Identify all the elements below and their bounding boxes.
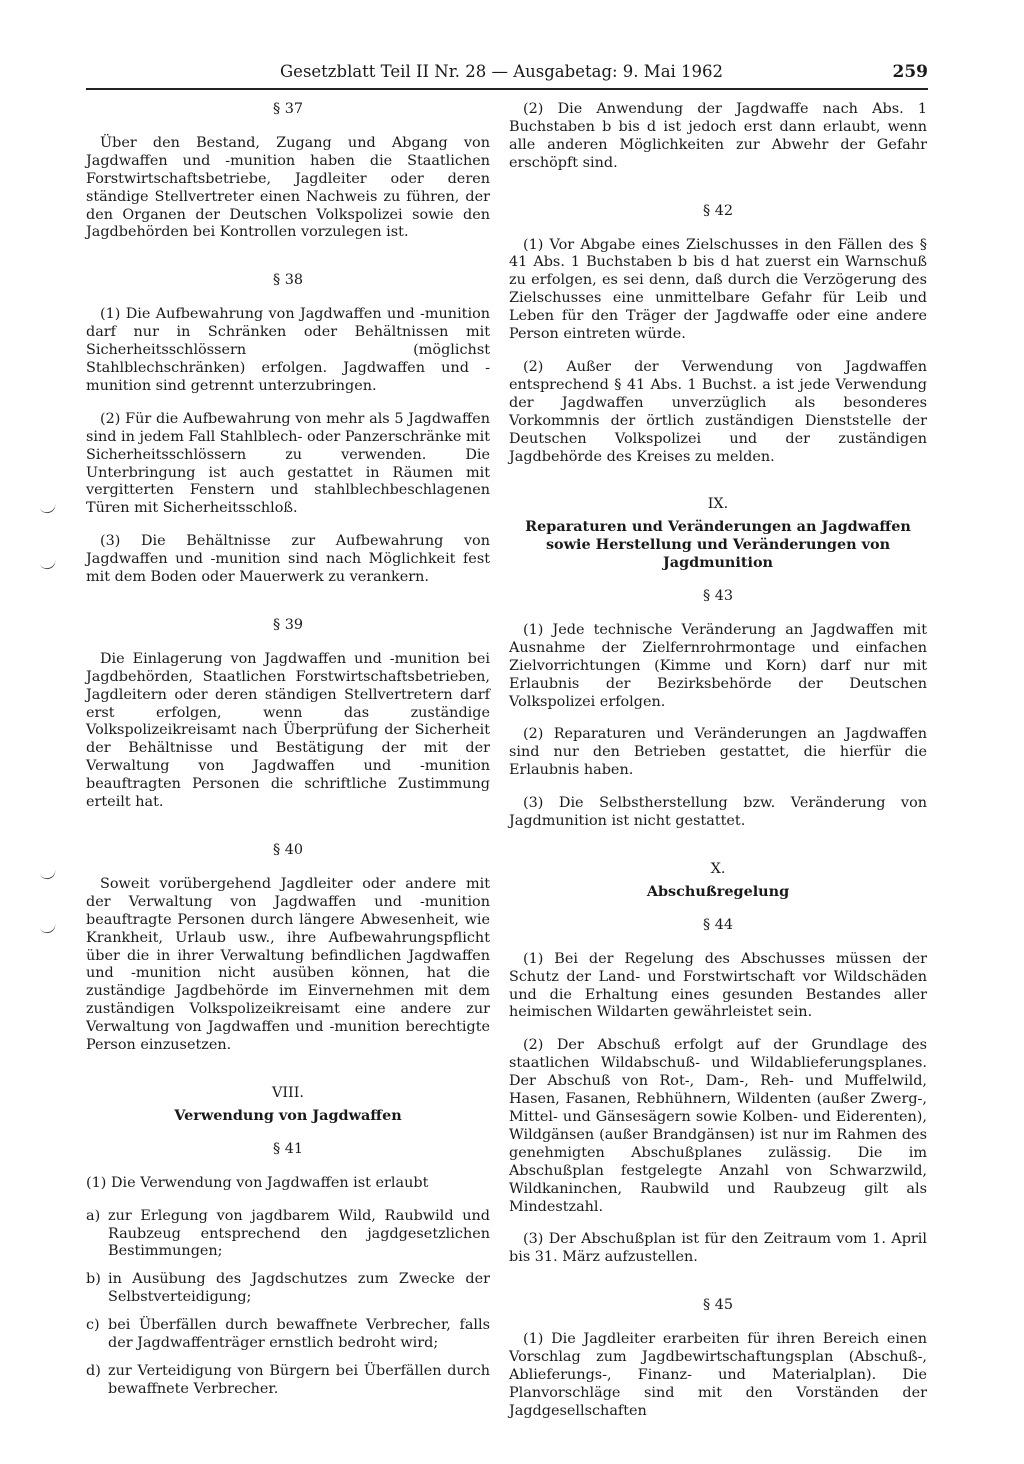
list-marker: b) [86, 1271, 101, 1288]
header-rule [86, 88, 928, 90]
list-item-text: bei Überfällen durch bewaffnete Verbrecher, falls der Jagdwaffenträger ernstlich bedroht wird; [108, 1317, 490, 1352]
section-38-number: § 38 [272, 272, 304, 289]
section-39-number: § 39 [272, 616, 304, 633]
section-45-para-1: (1) Die Jagdleiter erarbeiten für ihren Bereich einen Vorschlag zum Jagdbewirtschaftungsplan (Abschuß-, Ablieferungs-, Finanz- und Materialplan). Die Planvorschläge sind mit den Vorständen der Jagdgesellschaften [509, 1331, 927, 1419]
section-40-text: Soweit vorübergehend Jagdleiter oder andere mit der Verwaltung von Jagdwaffen und -munition beauftragte Personen durch längere Abwesenheit, wie Krankheit, Urlaub usw., ihre Aufbewahrungspflicht über die in ihrer Verwaltung befindlichen Jagdwaffen und -munition nicht ausüben können, hat die zuständige Jagdbehörde im Einvernehmen mit dem zuständigen Volkspolizeikreisamt eine andere zur Verwaltung von Jagdwaffen und -munition berechtigte Person einzusetzen. [86, 875, 490, 1054]
list-marker: d) [86, 1362, 101, 1379]
list-item [86, 1208, 490, 1262]
left-column [86, 101, 490, 1409]
list-item [86, 1363, 490, 1399]
section-38-para-2: (2) Für die Aufbewahrung von mehr als 5 Jagdwaffen sind in jedem Fall Stahlblech- oder Panzerschränke mit Sicherheitsschlössern zu verwenden. Die Unterbringung ist auch gestattet in Räumen mit vergitterten Fenstern und stahlblechbeschlagenen Türen mit Sicherheitsschloß. [86, 410, 490, 517]
header-title: Gesetzblatt Teil II Nr. 28 — Ausgabetag: 9. Mai 1962 [280, 62, 724, 81]
section-37-text: Über den Bestand, Zugang und Abgang von Jagdwaffen und -munition haben die Staatlichen Forstwirtschaftsbetriebe, Jagdleiter oder deren ständige Stellvertreter einen Nachweis zu führen, der den Organen der Deutschen Volkspolizei sowie den Jagdbehörden bei Kontrollen vorzulegen ist. [86, 134, 490, 241]
section-43-para-3: (3) Die Selbstherstellung bzw. Veränderung von Jagdmunition ist nicht gestattet. [509, 795, 927, 830]
section-42-para-1: (1) Vor Abgabe eines Zielschusses in den Fällen des § 41 Abs. 1 Buchstaben b bis d hat zuerst ein Warnschuß zu erfolgen, es sei denn, daß durch die Verzögerung des Zielschusses eine unmittelbare Gefahr für Leib und Leben für den Träger der Jagdwaffe oder eine andere Person eintreten würde. [509, 236, 927, 343]
margin-tick-mark [39, 556, 58, 571]
section-41-number: § 41 [272, 1140, 304, 1157]
chapter-viii-number: VIII. [271, 1084, 305, 1101]
chapter-ix-title: Reparaturen und Veränderungen an Jagdwaffen sowie Herstellung und Veränderungen von Jagdmunition [525, 518, 911, 572]
chapter-x-title: Abschußregelung [646, 882, 790, 900]
list-marker: a) [86, 1207, 101, 1224]
section-41-list [86, 1208, 490, 1399]
page-header [280, 62, 928, 81]
margin-tick-mark [39, 866, 58, 881]
list-marker: c) [86, 1317, 100, 1334]
page-number: 259 [892, 62, 928, 82]
section-45-number: § 45 [702, 1297, 734, 1314]
section-43-para-1: (1) Jede technische Veränderung an Jagdwaffen mit Ausnahme der Zielfernrohrmontage und einfachen Zielvorrichtungen (Kimme und Korn) darf nur mit Erlaubnis der Bezirksbehörde der Deutschen Volkspolizei erfolgen. [509, 621, 927, 710]
section-43-para-2: (2) Reparaturen und Veränderungen an Jagdwaffen sind nur den Betrieben gestattet, die hierfür die Erlaubnis haben. [509, 726, 927, 779]
chapter-viii-title: Verwendung von Jagdwaffen [174, 1106, 402, 1124]
section-44-para-1: (1) Bei der Regelung des Abschusses müssen der Schutz der Land- und Forstwirtschaft vor Wildschäden und die Erhaltung eines gesunden Bestandes aller heimischen Wildarten gewährleistet sein. [509, 950, 927, 1021]
section-42-para-2: (2) Außer der Verwendung von Jagdwaffen entsprechend § 41 Abs. 1 Buchst. a ist jede Verwendung der Jagdwaffen unverzüglich als besonderes Vorkommnis der örtlich zuständigen Dienststelle der Deutschen Volkspolizei und der zuständigen Jagdbehörde des Kreises zu melden. [509, 358, 927, 465]
section-39-text: Die Einlagerung von Jagdwaffen und -munition bei Jagdbehörden, Staatlichen Forstwirtschaftsbetrieben, Jagdleitern oder deren ständigen Stellvertretern darf erst erfolgen, wenn das zuständige Volkspolizeikreisamt nach Überprüfung der Sicherheit der Behältnisse und Bestätigung der mit der Verwaltung von Jagdwaffen und -munition beauftragten Personen die schriftliche Zustimmung erteilt hat. [86, 650, 490, 811]
margin-tick-mark [39, 920, 58, 935]
section-41-para-2: (2) Die Anwendung der Jagdwaffe nach Abs. 1 Buchstaben b bis d ist jedoch erst dann erlaubt, wenn alle anderen Möglichkeiten zur Abwehr der Gefahr erschöpft sind. [509, 101, 927, 171]
section-44-para-3: (3) Der Abschußplan ist für den Zeitraum vom 1. April bis 31. März aufzustellen. [509, 1231, 927, 1266]
section-44-para-2: (2) Der Abschuß erfolgt auf der Grundlage des staatlichen Wildabschuß- und Wildablieferungsplanes. Der Abschuß von Rot-, Dam-, Reh- und Muffelwild, Hasen, Fasanen, Rebhühnern, Wildenten (außer Zwerg-, Mittel- und Gänsesägern sowie Kolben- und Eiderenten), Wildgänsen (außer Brandgänsen) ist nur im Rahmen des genehmigten Abschußplanes zulässig. Die im Abschußplan festgelegte Anzahl von Schwarzwild, Wildkaninchen, Raubwild und Raubzeug gilt als Mindestzahl. [509, 1037, 927, 1215]
section-40-number: § 40 [272, 842, 304, 858]
list-item [86, 1271, 490, 1307]
list-item-text: in Ausübung des Jagdschutzes zum Zwecke der Selbstverteidigung; [108, 1271, 490, 1306]
section-44-number: § 44 [702, 916, 734, 933]
margin-tick-mark [39, 500, 58, 515]
list-item [86, 1317, 490, 1353]
section-38-para-1: (1) Die Aufbewahrung von Jagdwaffen und -munition darf nur in Schränken oder Behältnissen mit Sicherheitsschlössern (möglichst Stahlblechschränken) erfolgen. Jagdwaffen und -munition sind getrennt unterzubringen. [86, 306, 490, 394]
section-37-number: § 37 [272, 101, 304, 117]
chapter-ix-number: IX. [707, 496, 729, 513]
section-43-number: § 43 [702, 588, 734, 605]
chapter-x-number: X. [710, 861, 726, 877]
section-42-number: § 42 [702, 202, 734, 219]
list-item-text: zur Erlegung von jagdbarem Wild, Raubwild und Raubzeug entsprechend den jagdgesetzlichen Bestimmungen; [108, 1207, 490, 1260]
list-item-text: zur Verteidigung von Bürgern bei Überfällen durch bewaffnete Verbrecher. [108, 1362, 490, 1397]
right-column [509, 101, 927, 1436]
section-41-para-1: (1) Die Verwendung von Jagdwaffen ist erlaubt [86, 1174, 429, 1191]
section-38-para-3: (3) Die Behältnisse zur Aufbewahrung von Jagdwaffen und -munition sind nach Möglichkeit fest mit dem Boden oder Mauerwerk zu verankern. [86, 533, 490, 586]
